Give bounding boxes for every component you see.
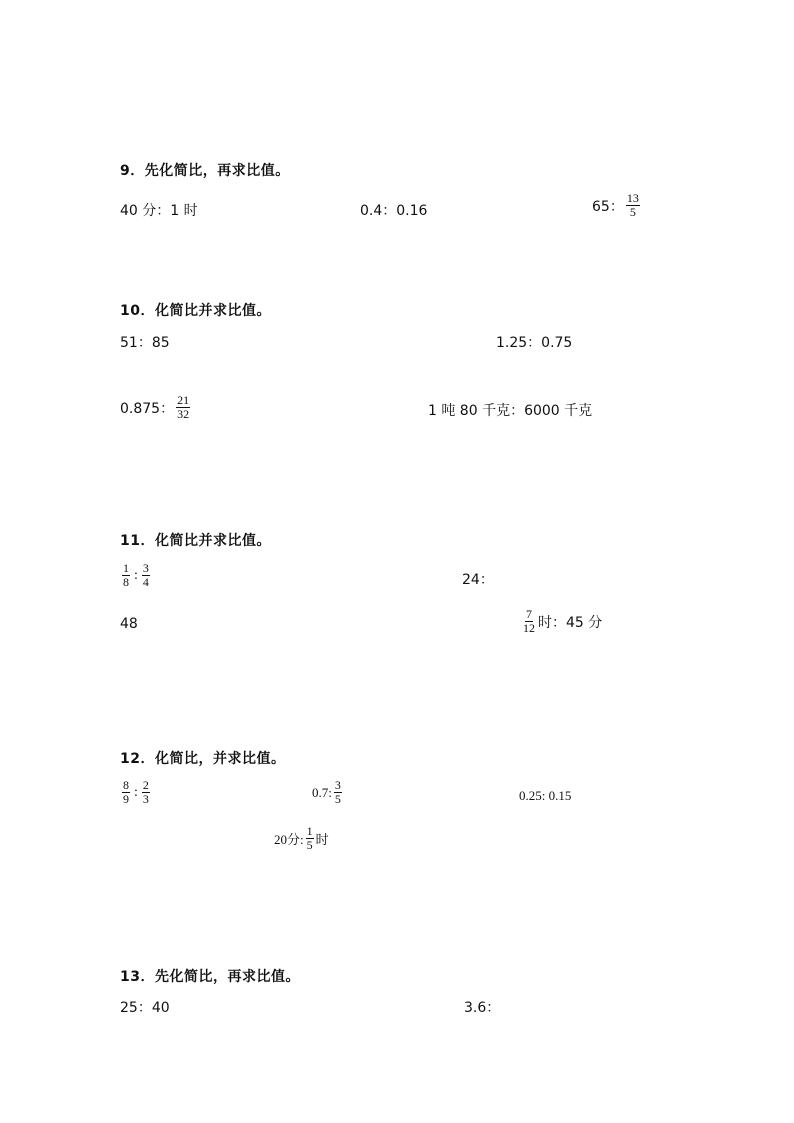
fraction-denominator: 8 [123, 575, 129, 589]
q11-item-2: 24： [462, 572, 494, 588]
fraction-denominator: 32 [177, 407, 190, 421]
fraction-numerator: 2 [142, 778, 149, 792]
fraction [122, 562, 130, 589]
fraction-denominator: 5 [629, 205, 636, 219]
fraction [122, 779, 130, 806]
fraction-numerator: 3 [334, 778, 341, 792]
fraction-denominator: 3 [142, 792, 149, 806]
ratio-separator: : [134, 567, 138, 583]
q10-item-2: 1.25：0.75 [496, 335, 573, 351]
fraction [142, 562, 150, 589]
fraction [142, 779, 150, 806]
q9-item-3 [592, 192, 642, 219]
q10-item-3-prefix: 0.875： [120, 400, 175, 417]
fraction-denominator: 5 [334, 792, 341, 806]
fraction-numerator: 8 [123, 778, 129, 792]
fraction-denominator: 5 [306, 838, 313, 852]
q11-item-4 [520, 608, 602, 635]
q13-item-1: 25：40 [120, 1000, 170, 1016]
q12-item-4-prefix: 20分: [274, 832, 304, 847]
q10-item-1: 51：85 [120, 335, 170, 351]
fraction-numerator: 21 [177, 393, 190, 407]
q9-item-1: 40 分：1 时 [120, 203, 198, 219]
q12-item-1 [120, 779, 152, 806]
question-12-title: 12．化简比，并求比值。 [120, 751, 286, 767]
ratio-separator: : [134, 784, 138, 800]
fraction [176, 394, 190, 421]
fraction-numerator: 7 [526, 607, 532, 621]
fraction-numerator: 3 [142, 561, 149, 575]
question-13-title: 13．先化简比，再求比值。 [120, 969, 300, 985]
q13-item-2: 3.6： [464, 1000, 501, 1016]
fraction-numerator: 1 [123, 561, 129, 575]
fraction-numerator: 13 [626, 191, 639, 205]
q11-item-4-suffix: 时：45 分 [538, 614, 603, 631]
q10-item-4: 1 吨 80 千克：6000 千克 [428, 403, 593, 419]
fraction [334, 779, 342, 806]
fraction [522, 608, 536, 635]
fraction-denominator: 4 [142, 575, 149, 589]
fraction-denominator: 9 [123, 792, 129, 806]
q9-item-2: 0.4：0.16 [360, 203, 428, 219]
question-10-title: 10．化简比并求比值。 [120, 303, 271, 319]
question-9-title: 9．先化简比，再求比值。 [120, 163, 290, 179]
q10-item-3 [120, 394, 192, 421]
q12-item-4 [274, 825, 329, 852]
q9-item-3-prefix: 65： [592, 198, 624, 215]
q12-item-2 [312, 779, 344, 806]
fraction [626, 192, 640, 219]
q12-item-3: 0.25: 0.15 [519, 788, 572, 803]
q12-item-2-prefix: 0.7: [312, 784, 332, 800]
fraction-denominator: 12 [523, 621, 535, 635]
fraction [306, 825, 314, 852]
fraction-numerator: 1 [306, 824, 313, 838]
q12-item-4-suffix: 时 [315, 832, 329, 847]
q11-item-3: 48 [120, 616, 138, 632]
question-11-title: 11．化简比并求比值。 [120, 533, 271, 549]
q11-item-1 [120, 562, 152, 589]
